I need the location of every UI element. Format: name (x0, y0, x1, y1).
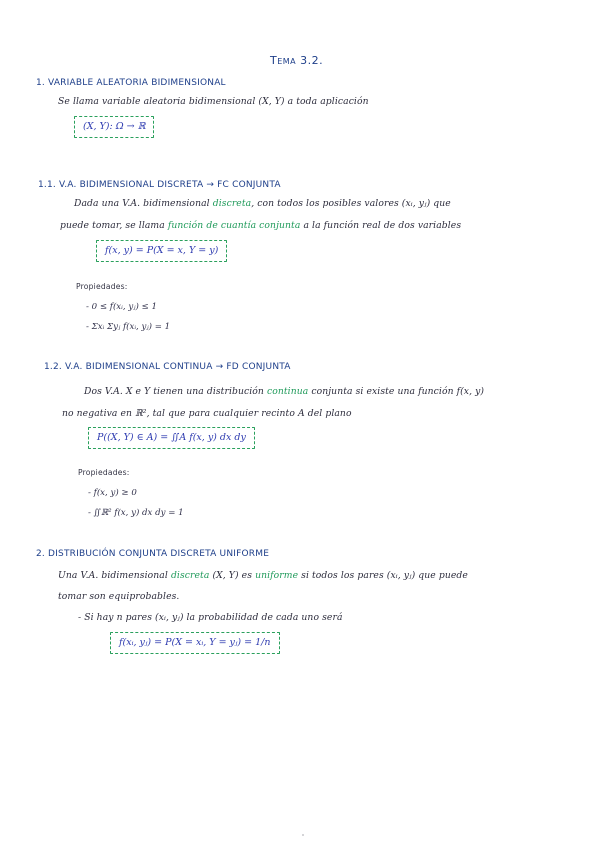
property-1-2-a: - f(x, y) ≥ 0 (88, 488, 137, 498)
section-2-line-2: tomar son equiprobables. (58, 591, 180, 602)
highlight-funcion-cuantia: función de cuantía conjunta (167, 220, 301, 231)
property-1-1-a: - 0 ≤ f(xᵢ, yⱼ) ≤ 1 (86, 302, 157, 312)
section-1-text: Se llama variable aleatoria bidimensional (X, Y) a toda aplicación (58, 96, 369, 107)
formula-box-1: (X, Y): Ω → ℝ (74, 116, 154, 138)
property-1-1-b: - Σxᵢ Σyⱼ f(xᵢ, yⱼ) = 1 (86, 322, 171, 332)
page-mark (302, 834, 304, 836)
highlight-continua: continua (266, 386, 309, 397)
page-title: Tema 3.2. (270, 54, 324, 67)
section-1-2-line-2: no negativa en ℝ², tal que para cualquier recinto A del plano (62, 408, 352, 419)
text-fragment: Dos V.A. X e Y tienen una distribución (84, 386, 267, 397)
section-1-1-line-2 (60, 220, 461, 231)
heading-section-1-1: 1.1. V.A. BIDIMENSIONAL DISCRETA → FC CONJUNTA (38, 180, 281, 190)
highlight-discreta: discreta (212, 198, 252, 209)
text-fragment: conjunta si existe una función f(x, y) (308, 386, 485, 397)
highlight-uniforme: uniforme (255, 570, 299, 581)
highlight-discreta: discreta (170, 570, 210, 581)
section-2-line-1 (58, 570, 468, 581)
heading-section-1: 1. VARIABLE ALEATORIA BIDIMENSIONAL (36, 78, 226, 88)
text-fragment: , con todos los posibles valores (xᵢ, yⱼ) que (251, 198, 451, 209)
section-1-1-line-1 (74, 198, 451, 209)
text-fragment: a la función real de dos variables (300, 220, 462, 231)
text-fragment: Dada una V.A. bidimensional (74, 198, 213, 209)
formula-box-2: f(xᵢ, yⱼ) = P(X = xᵢ, Y = yⱼ) = 1/n (110, 632, 280, 654)
text-fragment: (X, Y) es (209, 570, 256, 581)
section-1-2-line-1 (84, 386, 484, 397)
formula-box-1-2: P((X, Y) ∈ A) = ∬A f(x, y) dx dy (88, 427, 255, 449)
text-fragment: si todos los pares (xᵢ, yⱼ) que puede (298, 570, 468, 581)
properties-label-1-2: Propiedades: (78, 468, 130, 477)
heading-section-2: 2. DISTRIBUCIÓN CONJUNTA DISCRETA UNIFORME (36, 549, 270, 559)
text-fragment: puede tomar, se llama (60, 220, 168, 231)
text-fragment: Una V.A. bidimensional (58, 570, 171, 581)
heading-section-1-2: 1.2. V.A. BIDIMENSIONAL CONTINUA → FD CONJUNTA (44, 362, 291, 372)
property-1-2-b: - ∬ℝ² f(x, y) dx dy = 1 (88, 508, 184, 518)
formula-box-1-1: f(x, y) = P(X = x, Y = y) (96, 240, 227, 262)
properties-label-1-1: Propiedades: (76, 282, 128, 291)
section-2-line-3: - Si hay n pares (xᵢ, yⱼ) la probabilidad de cada uno será (78, 612, 343, 623)
